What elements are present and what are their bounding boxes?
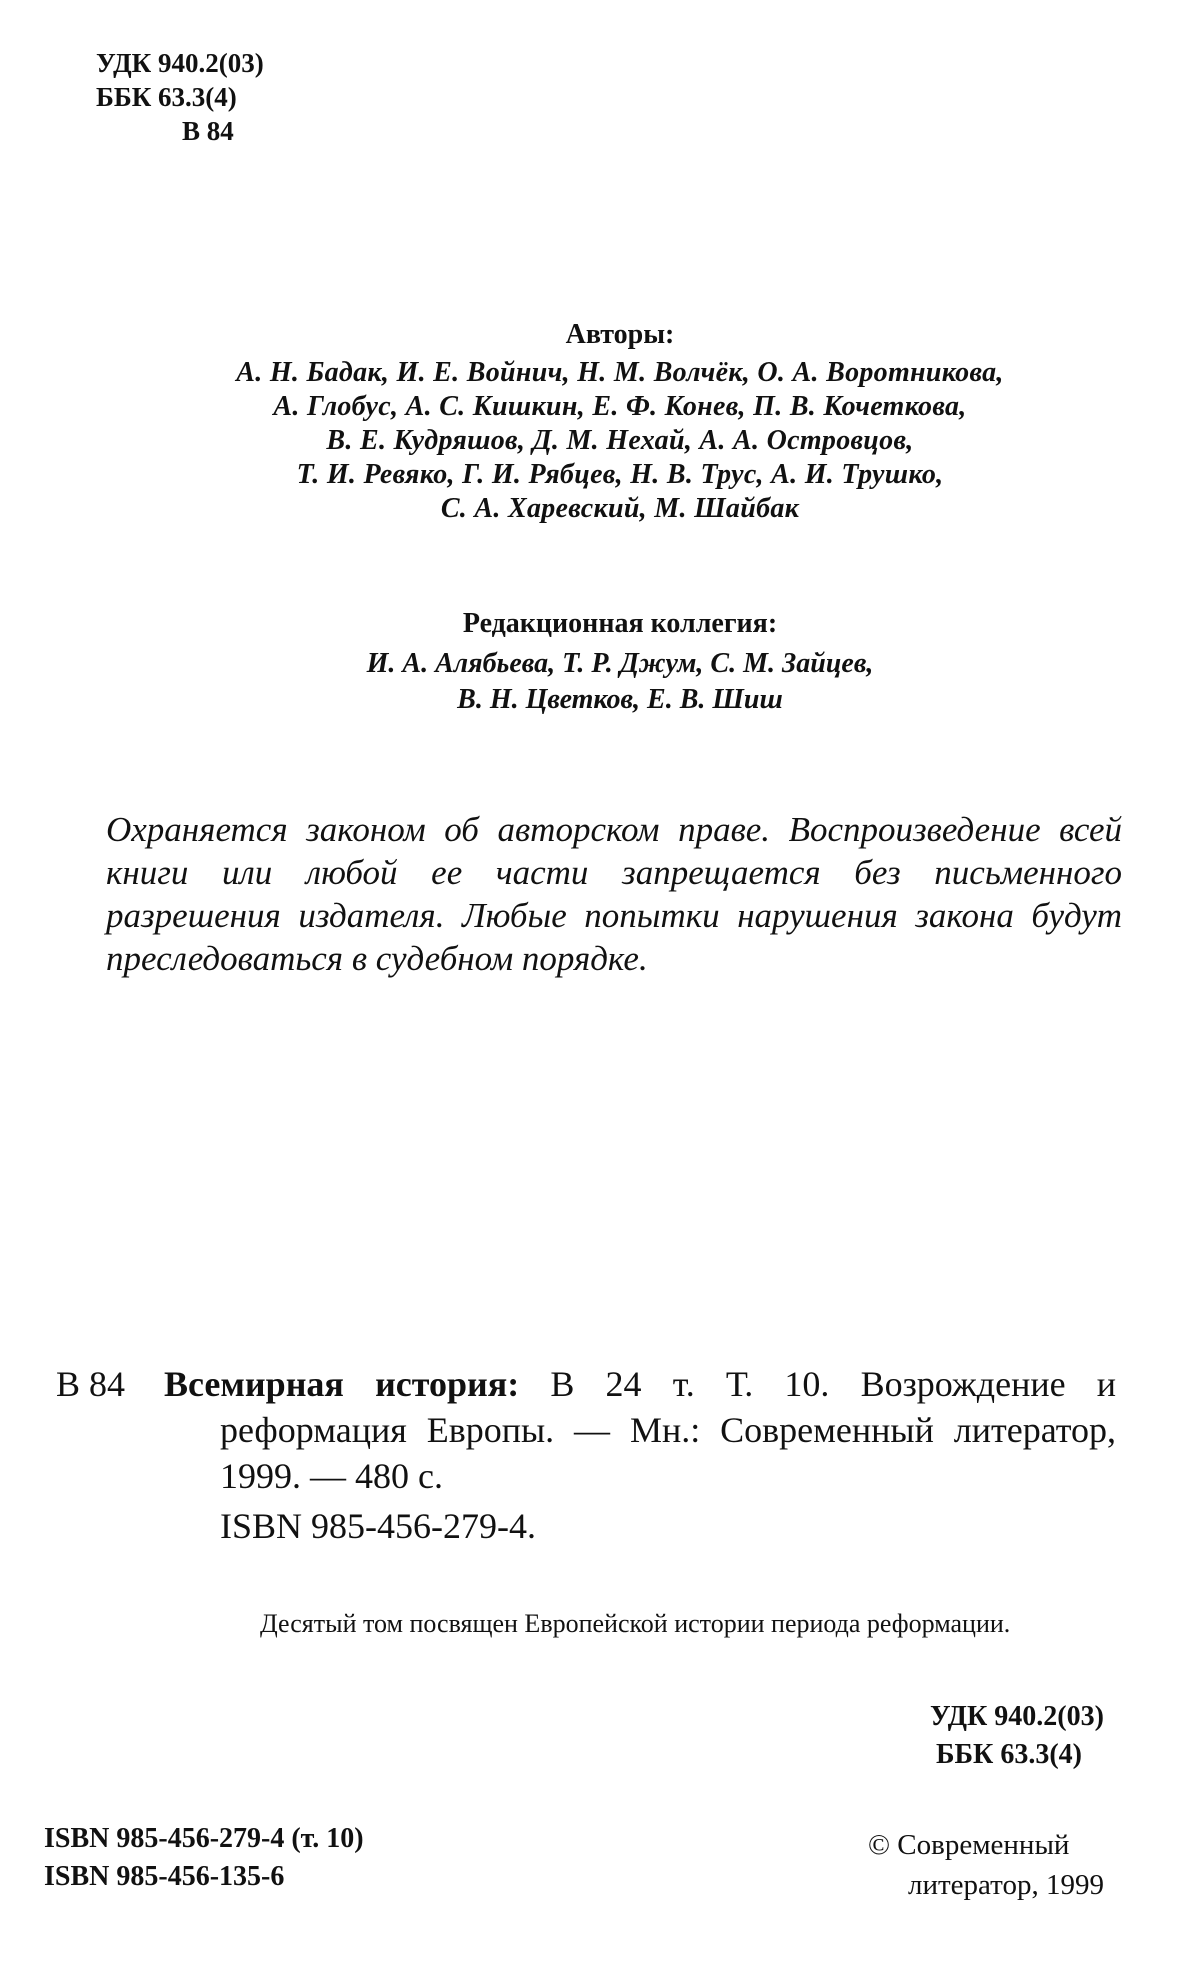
udk-code-bottom: УДК 940.2(03) (930, 1701, 1104, 1732)
isbn-volume: ISBN 985-456-279-4 (т. 10) (44, 1823, 364, 1854)
copyright-notice: Охраняется законом об авторском праве. Воспроизведение всей книги или любой ее части запрещается без письменного разрешения издателя. Любые попытки нарушения закона будут преследоваться в судебном порядке. (106, 810, 1122, 978)
editorial-board-line: И. А. Алябьева, Т. Р. Джум, С. М. Зайцев, (366, 648, 874, 679)
classification-bottom (930, 1698, 1160, 1774)
editorial-board-section (90, 606, 1150, 718)
annotation: Десятый том посвящен Европейской истории периода реформации. (260, 1609, 1011, 1638)
bib-description (164, 1361, 1116, 1499)
bib-title: Всемирная история: (164, 1364, 520, 1404)
isbn-list (44, 1820, 544, 1896)
bibliographic-entry (56, 1361, 1116, 1549)
authors-line: Т. И. Ревяко, Г. И. Рябцев, Н. В. Трус, А. И. Трушко, (296, 459, 944, 490)
copyright-holder-line2: литератор, 1999 (908, 1869, 1104, 1901)
author-mark: В 84 (182, 116, 234, 146)
isbn-series: ISBN 985-456-135-6 (44, 1861, 285, 1892)
bib-author-mark: В 84 (56, 1364, 126, 1404)
bbk-code: ББК 63.3(4) (96, 82, 237, 112)
bib-isbn: ISBN 985-456-279-4. (220, 1506, 536, 1546)
authors-line: А. Глобус, А. С. Кишкин, Е. Ф. Конев, П. В. Кочеткова, (273, 391, 967, 422)
editorial-board-line: В. Н. Цветков, Е. В. Шиш (457, 684, 783, 715)
bbk-code-bottom: ББК 63.3(4) (936, 1739, 1082, 1770)
authors-line: А. Н. Бадак, И. Е. Войнич, Н. М. Волчёк, О. А. Воротникова, (236, 357, 1004, 388)
authors-line: В. Е. Кудряшов, Д. М. Нехай, А. А. Островцов, (326, 425, 914, 456)
authors-line: С. А. Харевский, М. Шайбак (440, 493, 800, 524)
authors-section (90, 318, 1150, 526)
copyright-holder-line1: © Современный (868, 1829, 1070, 1861)
copyright-holder (868, 1825, 1168, 1905)
bib-details: В 24 т. Т. 10. Возрождение и реформация Европы. — Мн.: Современный литератор, 1999. — 480 с. (220, 1364, 1117, 1496)
udk-code: УДК 940.2(03) (96, 48, 264, 78)
classification-top (96, 46, 396, 148)
authors-heading: Авторы: (565, 319, 675, 350)
editorial-board-heading: Редакционная коллегия: (462, 608, 778, 639)
